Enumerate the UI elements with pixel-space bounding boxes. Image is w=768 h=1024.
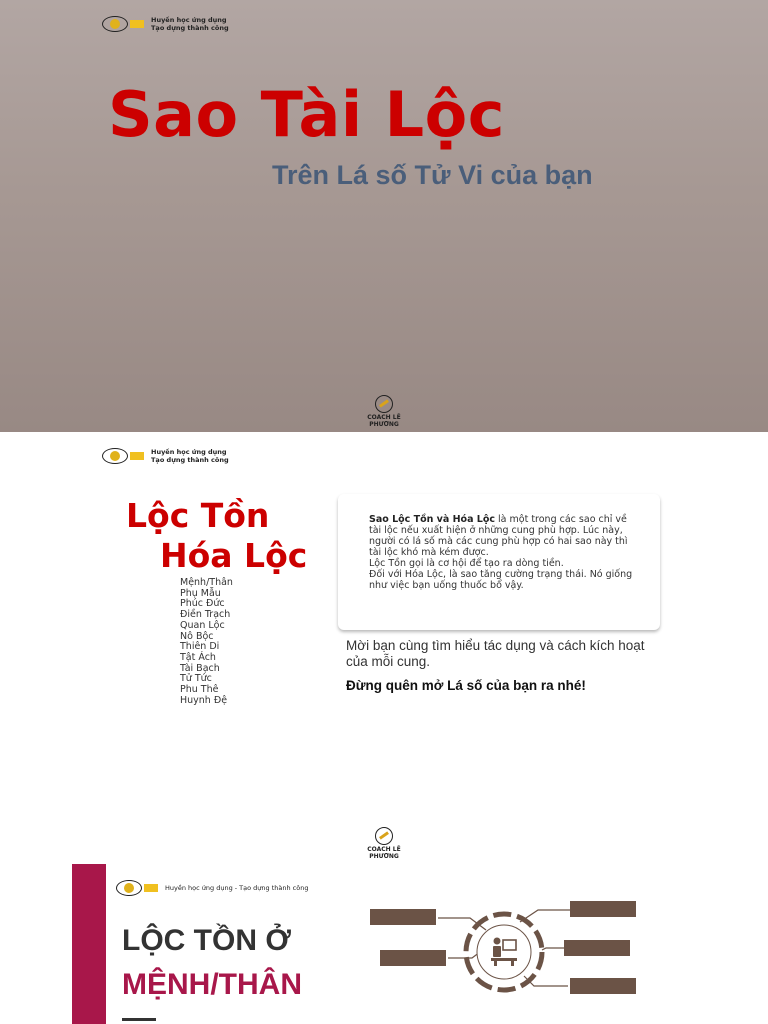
coach-logo xyxy=(354,827,414,860)
card-paragraph-3: Đối với Hóa Lộc, là sao tăng cường trạng thái. Nó giống như việc bạn uống thuốc bổ vậy. xyxy=(369,569,633,591)
info-card xyxy=(338,494,660,630)
coach-emblem-icon xyxy=(375,395,393,413)
cung-list-item: Thiên Di xyxy=(180,641,220,653)
brand-line-1: Huyền học ứng dụng xyxy=(151,16,227,24)
brand-logo xyxy=(102,15,229,33)
eye-logo-icon xyxy=(102,447,146,465)
invite-text: Mời bạn cùng tìm hiểu tác dụng và cách kích hoạt của mỗi cung. xyxy=(346,638,645,669)
diagram-box-right-bottom xyxy=(570,978,636,994)
coach-logo xyxy=(354,395,414,428)
cung-list-item: Tật Ách xyxy=(180,651,216,663)
brand-logo xyxy=(102,447,229,465)
slide-loc-ton-menh-than xyxy=(0,864,768,1024)
diagram-box-right-middle xyxy=(564,940,630,956)
brand-line-2: Tạo dựng thành công xyxy=(151,456,229,464)
cung-list-item: Phu Thê xyxy=(180,684,219,696)
brand-tagline xyxy=(151,16,229,32)
coach-name-line-1: COACH LÊ xyxy=(367,846,401,853)
accent-bar xyxy=(72,864,106,1024)
section-title-line-2: MỆNH/THÂN xyxy=(122,968,302,1001)
cung-list-item: Nô Bộc xyxy=(180,630,214,642)
reminder-text: Đừng quên mở Lá số của bạn ra nhé! xyxy=(346,678,586,693)
cung-list-item: Mệnh/Thân xyxy=(180,577,233,588)
brand-tagline xyxy=(151,448,229,464)
card-bold-lead: Sao Lộc Tồn và Hóa Lộc xyxy=(369,514,496,525)
brand-line-1: Huyền học ứng dụng xyxy=(151,448,227,456)
cung-list-item: Tài Bạch xyxy=(180,662,220,674)
hub-center xyxy=(477,925,531,979)
coach-name xyxy=(354,846,414,860)
slide-title-heading: Sao Tài Lộc xyxy=(108,78,506,151)
coach-name-line-1: COACH LÊ xyxy=(367,414,401,421)
coach-emblem-icon xyxy=(375,827,393,845)
brand-logo xyxy=(116,879,308,897)
cung-list xyxy=(180,578,233,706)
cung-list-item: Điền Trạch xyxy=(180,609,231,621)
slide-title xyxy=(0,0,768,432)
diagram-box-left-top xyxy=(370,909,436,925)
coach-name-line-2: PHƯƠNG xyxy=(369,421,399,428)
diagram-box-right-top xyxy=(570,901,636,917)
brand-line-2: Tạo dựng thành công xyxy=(151,24,229,32)
title-underline xyxy=(122,1018,156,1021)
eye-logo-icon xyxy=(102,15,146,33)
brand-tagline: Huyền học ứng dụng - Tạo dựng thành công xyxy=(165,884,309,892)
slide-subtitle: Trên Lá số Tử Vi của bạn xyxy=(272,160,593,190)
slide-overview xyxy=(0,432,768,864)
cung-list-item: Quan Lộc xyxy=(180,619,225,631)
section-title-line-1: LỘC TỒN Ở xyxy=(122,924,291,957)
cung-list-item: Phụ Mẫu xyxy=(180,587,221,599)
heading-hoa-loc: Hóa Lộc xyxy=(160,536,308,575)
diagram-box-left-bottom xyxy=(380,950,446,966)
cung-list-item: Phúc Đức xyxy=(180,598,225,610)
card-paragraph-1-text: là một trong các sao chỉ về tài lộc nếu xuất hiện ở những cung phù hợp. Lúc này, người có lá số mà các cung phù hợp có hai sao này thì tài lộc khó mà kém được. xyxy=(369,514,628,558)
coach-name xyxy=(354,414,414,428)
cung-list-item: Huynh Đệ xyxy=(180,694,228,706)
hub-diagram xyxy=(360,892,650,1002)
coach-name-line-2: PHƯƠNG xyxy=(369,853,399,860)
eye-logo-icon xyxy=(116,879,160,897)
card-paragraph-1 xyxy=(369,514,640,558)
card-paragraph-2: Lộc Tồn gọi là cơ hội để tạo ra dòng tiền. xyxy=(369,558,564,569)
heading-loc-ton: Lộc Tồn xyxy=(126,496,270,535)
cung-list-item: Tử Tức xyxy=(180,673,212,685)
